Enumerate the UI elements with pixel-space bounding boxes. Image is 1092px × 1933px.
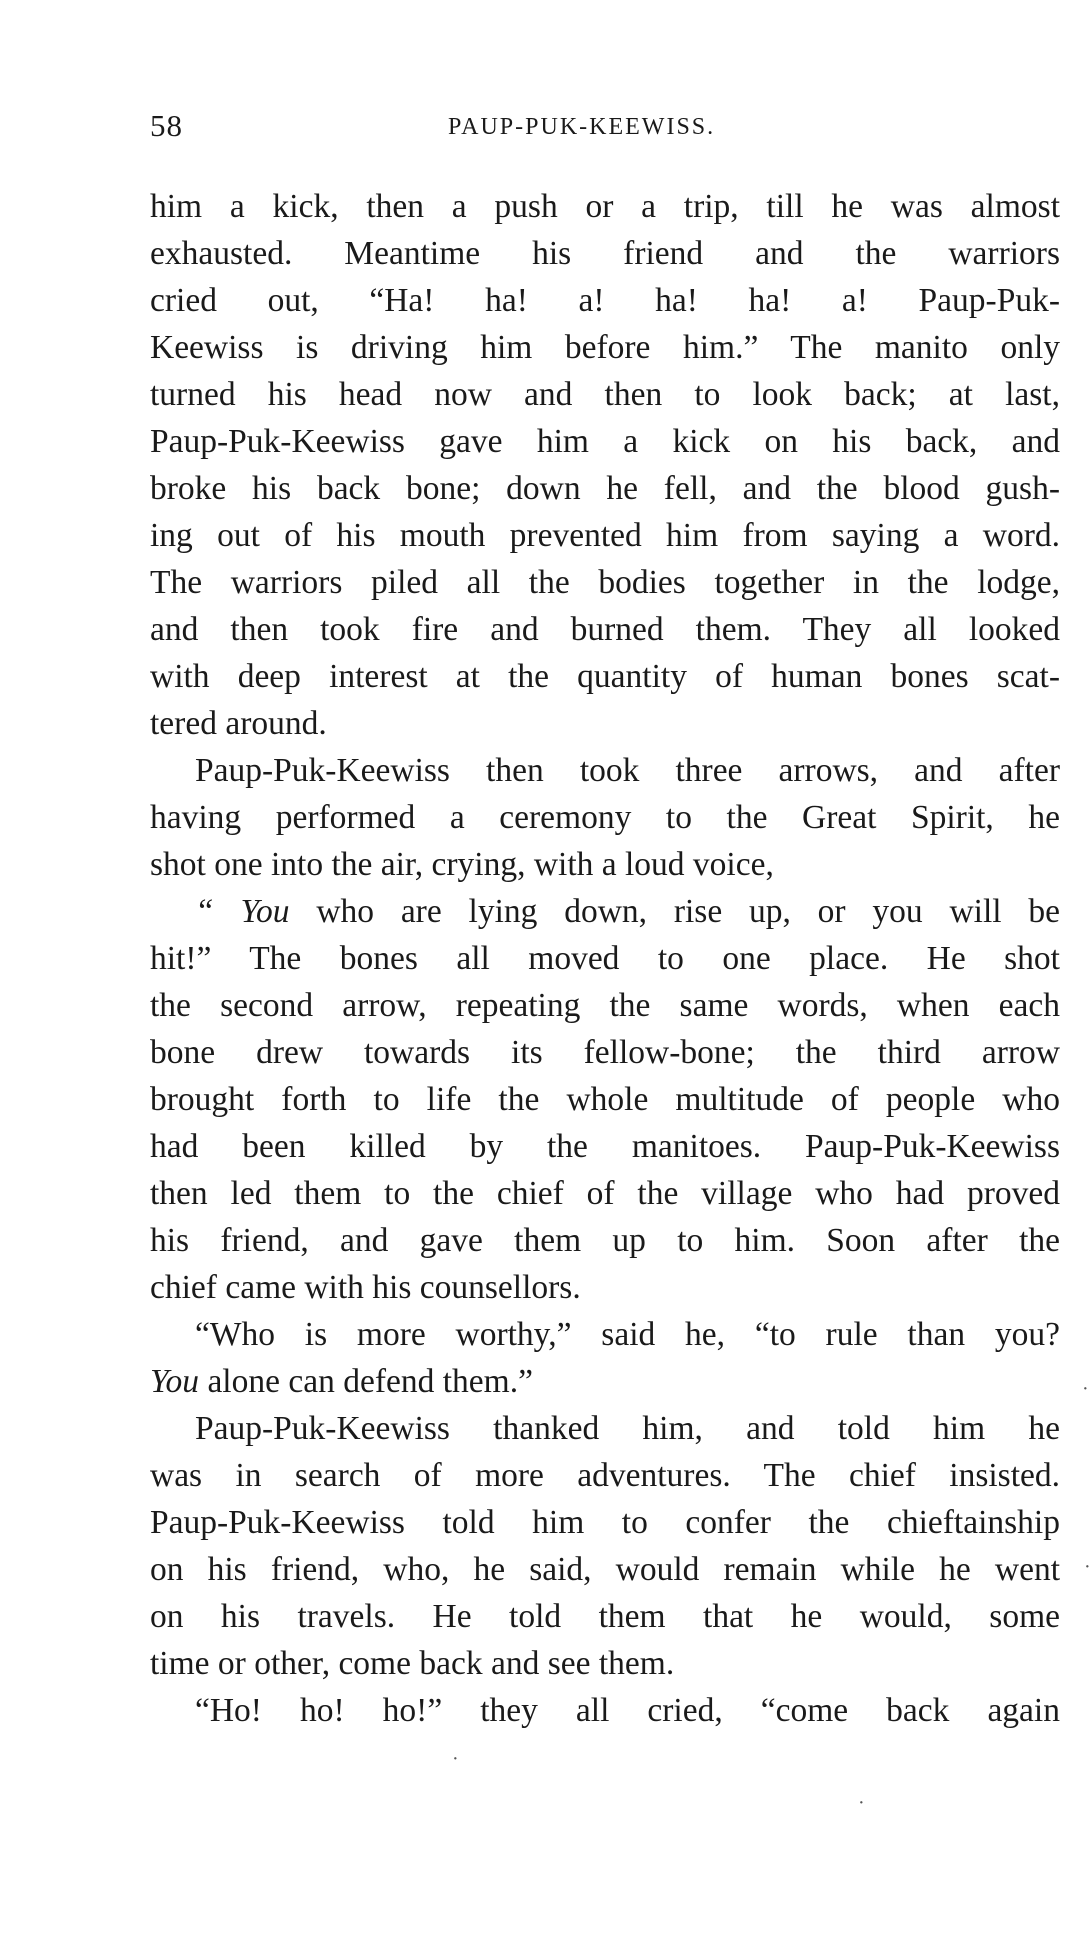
text-line: broke his back bone; down he fell, and the blood gush- bbox=[150, 470, 1060, 507]
print-speck: · bbox=[1082, 1378, 1089, 1400]
print-speck: · bbox=[858, 1792, 865, 1814]
text-line: turned his head now and then to look back; at last, bbox=[150, 376, 1060, 413]
print-speck: · bbox=[452, 1748, 459, 1770]
text-line: on his friend, who, he said, would remain while he went bbox=[150, 1551, 1060, 1588]
text-line: tered around. bbox=[150, 705, 327, 742]
text-line: then led them to the chief of the village who had proved bbox=[150, 1175, 1060, 1212]
text-line: was in search of more adventures. The chief insisted. bbox=[150, 1457, 1060, 1494]
italic-word: “ You bbox=[195, 893, 290, 930]
text-line: The warriors piled all the bodies together in the lodge, bbox=[150, 564, 1060, 601]
text-line: Paup-Puk-Keewiss then took three arrows, and after bbox=[195, 752, 1060, 789]
italic-word: You bbox=[150, 1363, 200, 1400]
text-line: and then took fire and burned them. They all looked bbox=[150, 611, 1060, 648]
text-line-with-italic bbox=[150, 1358, 1060, 1405]
text-line: had been killed by the manitoes. Paup-Puk-Keewiss bbox=[150, 1128, 1060, 1165]
text-line: shot one into the air, crying, with a loud voice, bbox=[150, 846, 774, 883]
text-line: “Ho! ho! ho!” they all cried, “come back again bbox=[195, 1692, 1060, 1729]
text-line: Paup-Puk-Keewiss told him to confer the chieftainship bbox=[150, 1504, 1060, 1541]
text-line: Paup-Puk-Keewiss thanked him, and told him he bbox=[195, 1410, 1060, 1447]
text-line: on his travels. He told them that he would, some bbox=[150, 1598, 1060, 1635]
text-line: having performed a ceremony to the Great Spirit, he bbox=[150, 799, 1060, 836]
text-line-rest: alone can defend them.” bbox=[207, 1363, 533, 1400]
text-line: him a kick, then a push or a trip, till he was almost bbox=[150, 188, 1060, 225]
page-header bbox=[150, 108, 1060, 148]
text-line: with deep interest at the quantity of human bones scat- bbox=[150, 658, 1060, 695]
text-line: chief came with his counsellors. bbox=[150, 1269, 581, 1306]
text-line: time or other, come back and see them. bbox=[150, 1645, 675, 1682]
text-line: brought forth to life the whole multitude of people who bbox=[150, 1081, 1060, 1118]
text-line: his friend, and gave them up to him. Soon after the bbox=[150, 1222, 1060, 1259]
text-line: hit!” The bones all moved to one place. He shot bbox=[150, 940, 1060, 977]
text-line-rest: who are lying down, rise up, or you will be bbox=[316, 893, 1061, 930]
text-line: ing out of his mouth prevented him from saying a word. bbox=[150, 517, 1060, 554]
text-line: the second arrow, repeating the same words, when each bbox=[150, 987, 1060, 1024]
print-speck: · bbox=[1084, 1556, 1091, 1578]
text-line: exhausted. Meantime his friend and the warriors bbox=[150, 235, 1060, 272]
text-line-with-italic bbox=[150, 888, 1060, 935]
text-line: bone drew towards its fellow-bone; the third arrow bbox=[150, 1034, 1060, 1071]
text-line: Paup-Puk-Keewiss gave him a kick on his back, and bbox=[150, 423, 1060, 460]
text-line: “Who is more worthy,” said he, “to rule than you? bbox=[195, 1316, 1060, 1353]
text-line: Keewiss is driving him before him.” The manito only bbox=[150, 329, 1060, 366]
page-number: 58 bbox=[150, 108, 183, 143]
body-text bbox=[150, 183, 1060, 1734]
running-title: PAUP-PUK-KEEWISS. bbox=[448, 114, 716, 140]
text-line: cried out, “Ha! ha! a! ha! ha! a! Paup-Puk- bbox=[150, 282, 1060, 319]
